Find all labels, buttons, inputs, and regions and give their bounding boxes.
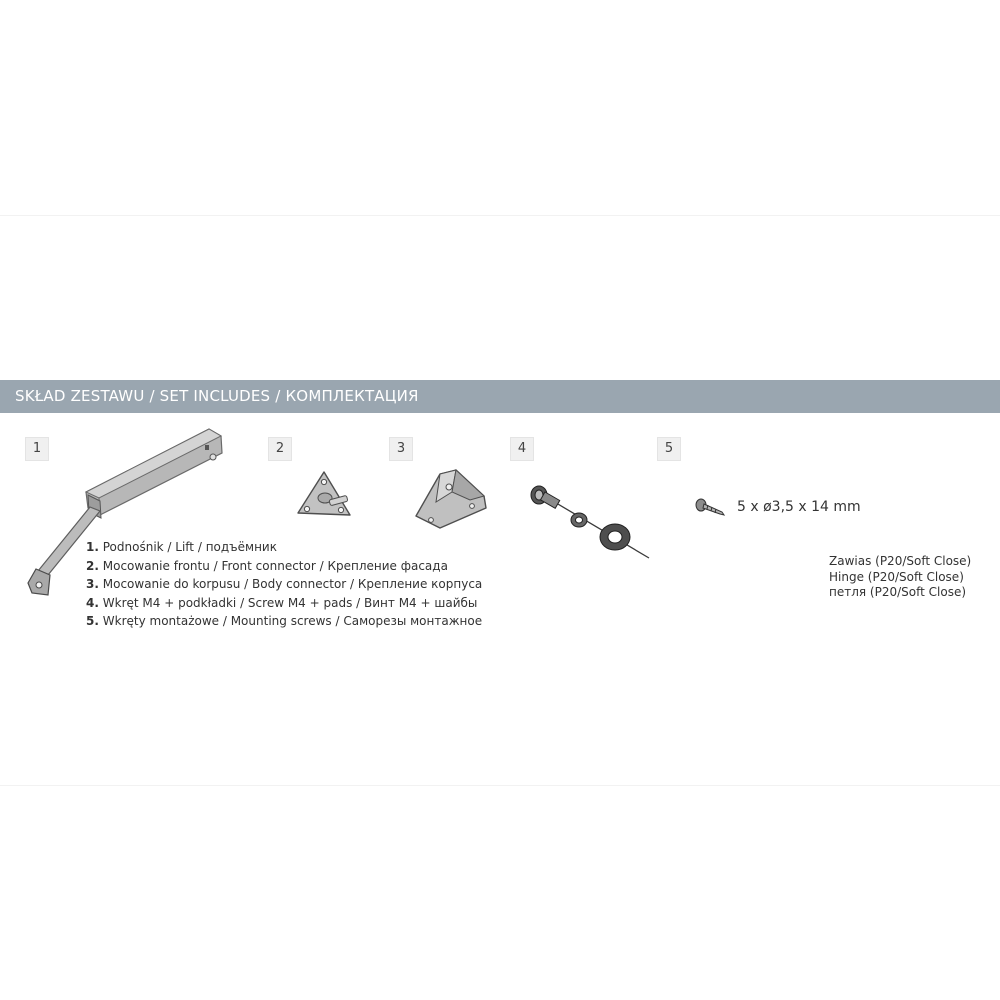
set-includes-header — [0, 380, 1000, 413]
item-number-2: 2 — [268, 437, 292, 461]
header-title: SKŁAD ZESTAWU / SET INCLUDES / КОМПЛЕКТАЦИЯ — [15, 387, 419, 405]
item-number-5: 5 — [657, 437, 681, 461]
item-number-3: 3 — [389, 437, 413, 461]
parts-legend — [86, 538, 506, 631]
top-divider — [0, 215, 1000, 216]
mounting-screw-icon — [694, 498, 728, 520]
item-number-4: 4 — [510, 437, 534, 461]
legend-item-screw-pads: 4. Wkręt M4 + podkładki / Screw M4 + pads / Винт M4 + шайбы — [86, 595, 478, 610]
legend-item-front-connector: 2. Mocowanie frontu / Front connector / Крепление фасада — [86, 558, 448, 573]
hinge-note — [829, 554, 971, 601]
hinge-line-pl: Zawias (P20/Soft Close) — [829, 554, 972, 568]
front-connector-icon — [294, 468, 354, 524]
hinge-line-ru: петля (P20/Soft Close) — [829, 585, 967, 599]
body-connector-icon — [412, 466, 492, 532]
bottom-divider — [0, 785, 1000, 786]
screw-spec-label: 5 x ø3,5 x 14 mm — [737, 499, 861, 515]
hinge-line-en: Hinge (P20/Soft Close) — [829, 569, 964, 584]
legend-item-lift: 1. Podnośnik / Lift / подъёмник — [86, 540, 277, 554]
legend-item-mounting-screws: 5. Wkręty montażowe / Mounting screws / Саморезы монтажное — [86, 614, 483, 628]
item-number-1: 1 — [25, 437, 49, 461]
screw-with-pads-icon — [527, 480, 657, 564]
legend-item-body-connector: 3. Mocowanie do korpusu / Body connector / Крепление корпуса — [86, 577, 483, 591]
